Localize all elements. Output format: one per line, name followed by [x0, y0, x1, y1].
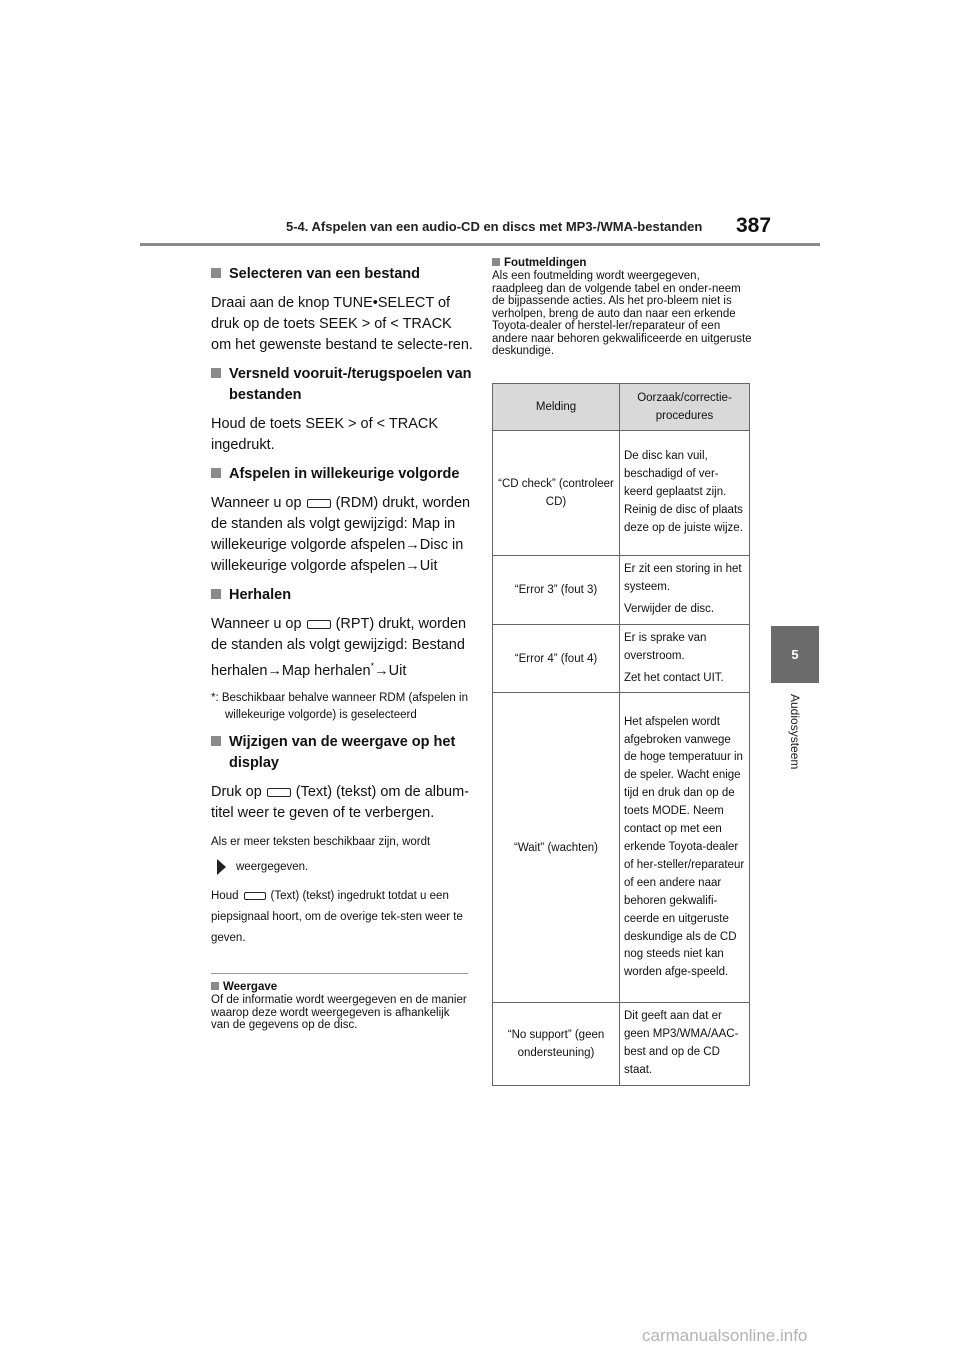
note-hold-text	[211, 886, 473, 949]
table-cell-line: Verwijder de disc.	[624, 602, 715, 615]
bullet-square-icon	[211, 589, 221, 599]
table-header-row	[493, 384, 750, 431]
table-header-oorzaak: Oorzaak/correctie-procedures	[620, 384, 750, 431]
section-title-text: Selecteren van een bestand	[229, 266, 420, 282]
text-run: Druk op	[211, 783, 262, 800]
chapter-tab-number[interactable]: 5	[771, 626, 819, 683]
button-outline-icon	[307, 620, 331, 629]
section-title-text: Herhalen	[229, 587, 292, 603]
chapter-tab-label	[786, 694, 804, 804]
table-cell-cause: De disc kan vuil, beschadigd of ver-keerd geplaatst zijn. Reinig de disc of plaats deze op de juiste wijze.	[620, 431, 750, 556]
left-column	[211, 256, 473, 949]
section-text-fast-forward: Houd de toets SEEK > of < TRACK ingedrukt.	[211, 416, 439, 453]
chapter-tab-label-text: Audiosysteem	[788, 694, 802, 770]
section-title-display	[211, 732, 473, 774]
text-run: (RDM) drukt, worden de standen als volgt gewijzigd: Map in willekeurige volgorde afspelen→Disc in willekeurige volgorde afspelen→Uit	[211, 495, 471, 574]
right-column	[492, 256, 752, 358]
table-cell-message: “Error 4” (fout 4)	[493, 624, 620, 693]
table-row	[493, 693, 750, 1003]
table-cell-cause: Het afspelen wordt afgebroken vanwege de hoge temperatuur in de speler. Wacht enige tijd en druk dan op de toets MODE. Neem contact op met een erkende Toyota-dealer of her-steller/reparateur of een andere naar behoren gekwalifi-ceerde en uitgeruste deskundige als de CD nog steeds niet kan worden afge-speeld.	[620, 693, 750, 1003]
bullet-square-icon	[211, 268, 221, 278]
table-cell-message: “Error 3” (fout 3)	[493, 556, 620, 625]
foutmeldingen-text: Als een foutmelding wordt weergegeven, raadpleeg dan de volgende tabel en onder-neem de bijpassende acties. Als het pro-bleem niet is verholpen, breng de auto dan naar een erkende Toyota-dealer of herstel-ler/reparateur of een andere naar behoren gekwalificeerde en uitgeruste deskundige.	[492, 270, 752, 357]
section-text-repeat	[211, 614, 473, 682]
text-run: (RPT) drukt, worden de standen als volgt gewijzigd: Bestand herhalen→Map herhalen	[211, 616, 467, 679]
weergave-text: Of de informatie wordt weergegeven en de manier waarop deze wordt weergegeven is afhankelijk van de gegevens op de disc.	[211, 994, 467, 1031]
bullet-square-icon	[211, 368, 221, 378]
button-outline-icon	[267, 788, 291, 797]
section-text-select-file: Draai aan de knop TUNE•SELECT of druk op de toets SEEK > of < TRACK om het gewenste bestand te selecte-ren.	[211, 295, 473, 353]
text-run: weergegeven.	[236, 860, 309, 873]
bullet-square-icon	[211, 736, 221, 746]
table-cell-message: “No support” (geen ondersteuning)	[493, 1003, 620, 1086]
text-run: Wanneer u op	[211, 616, 302, 632]
text-run: →Uit	[374, 662, 407, 679]
foutmeldingen-title	[492, 256, 752, 270]
header-divider	[140, 243, 820, 246]
table-cell-line: Er is sprake van overstroom.	[624, 631, 707, 662]
text-run: Wanneer u op	[211, 495, 302, 511]
table-header-melding: Melding	[493, 384, 620, 431]
footnote-marker: *	[370, 661, 375, 671]
weergave-block	[211, 980, 469, 1032]
table-row	[493, 624, 750, 693]
section-title-fast-forward	[211, 364, 473, 406]
section-title-random	[211, 464, 473, 485]
table-cell-line: Zet het contact UIT.	[624, 671, 724, 684]
weergave-title	[211, 980, 469, 994]
bullet-square-icon	[211, 468, 221, 478]
error-table	[492, 383, 750, 1086]
section-title-text: Afspelen in willekeurige volgorde	[229, 466, 460, 482]
page-number: 387	[736, 214, 772, 237]
triangle-right-icon	[217, 859, 226, 875]
button-outline-icon	[244, 892, 266, 900]
table-row	[493, 431, 750, 556]
section-title-repeat	[211, 585, 473, 606]
bullet-square-icon	[492, 258, 500, 266]
footnote: *: Beschikbaar behalve wanneer RDM (afspelen in willekeurige volgorde) is geselecteerd	[211, 691, 468, 721]
chapter-title: 5-4. Afspelen van een audio-CD en discs met MP3-/WMA-bestanden	[286, 219, 703, 234]
section-title-text: Versneld vooruit-/terugspoelen van bestanden	[229, 366, 472, 403]
section-title-select-file	[211, 264, 473, 285]
table-row	[493, 1003, 750, 1086]
table-cell-line: Er zit een storing in het systeem.	[624, 563, 742, 593]
section-text-display	[211, 782, 473, 824]
text-run: Houd	[211, 889, 239, 902]
note-more-text-cont	[211, 857, 473, 878]
foutmeldingen-title-text: Foutmeldingen	[504, 257, 587, 269]
table-cell-cause	[620, 624, 750, 693]
table-cell-cause	[620, 556, 750, 625]
button-outline-icon	[307, 499, 331, 508]
table-cell-message: “Wait” (wachten)	[493, 693, 620, 1003]
table-cell-message: “CD check” (controleer CD)	[493, 431, 620, 556]
text-run: (Text) (tekst) ingedrukt totdat u een piepsignaal hoort, om de overige tek-sten weer te geven.	[211, 889, 463, 944]
table-cell-cause: Dit geeft aan dat er geen MP3/WMA/AAC-best and op de CD staat.	[620, 1003, 750, 1086]
left-divider	[211, 973, 468, 974]
table-row	[493, 556, 750, 625]
bullet-square-icon	[211, 982, 219, 990]
section-title-text: Wijzigen van de weergave op het display	[229, 733, 456, 771]
text-run: (Text) (tekst) om de album-titel weer te geven of te verbergen.	[211, 783, 470, 821]
note-more-text: Als er meer teksten beschikbaar zijn, wordt	[211, 835, 431, 848]
watermark: carmanualsonline.info	[642, 1326, 808, 1345]
weergave-title-text: Weergave	[223, 981, 278, 993]
section-text-random	[211, 493, 473, 577]
